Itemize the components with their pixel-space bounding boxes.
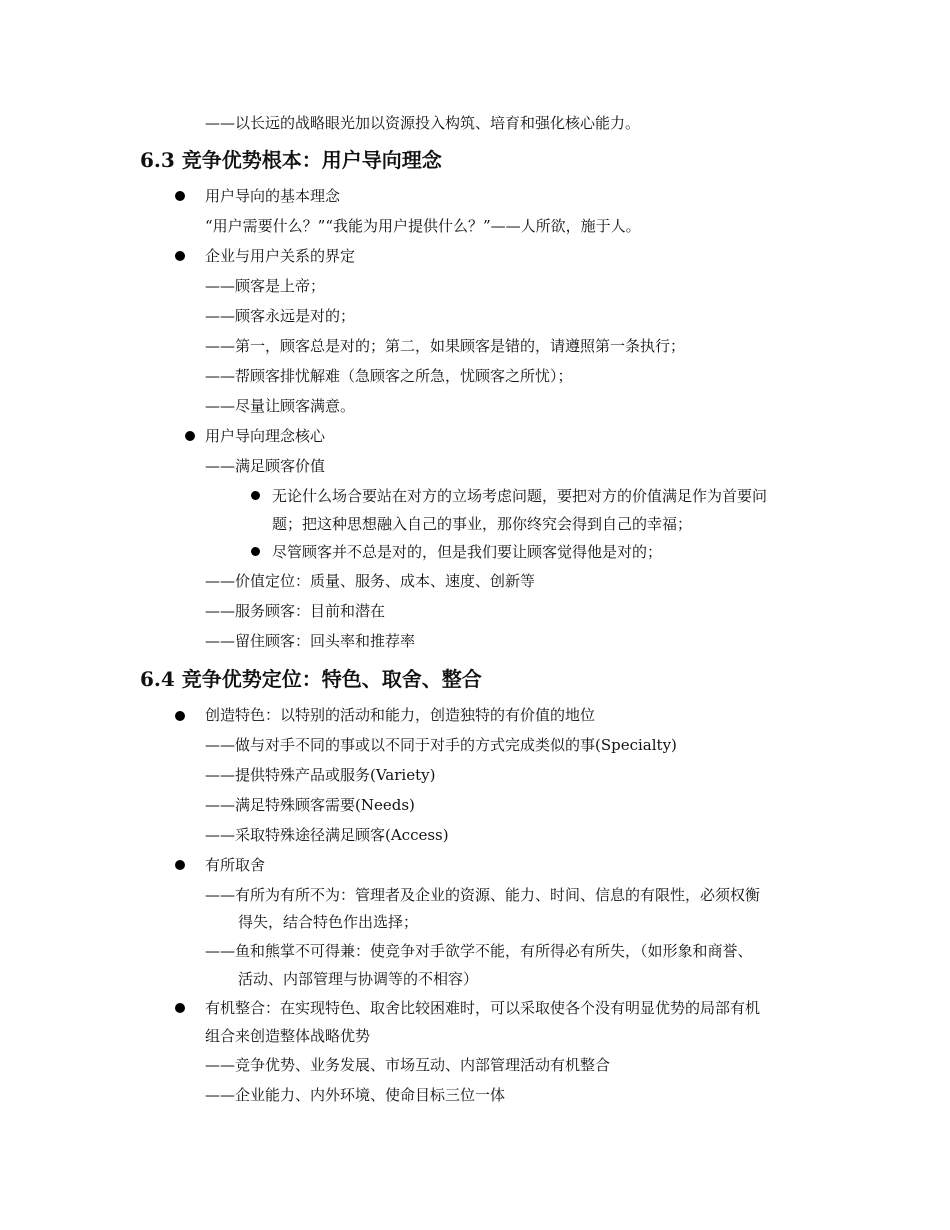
intro-line: ——以长远的战略眼光加以资源投入构筑、培育和强化核心能力。	[205, 114, 641, 132]
bullet-title: 用户导向的基本理念	[205, 187, 341, 205]
sub-bullet-text: 尽管顾客并不总是对的，但是我们要让顾客觉得他是对的；	[272, 543, 663, 561]
sub-bullet-icon	[251, 491, 260, 500]
bullet-icon	[175, 251, 185, 261]
list-item: ——顾客是上帝；	[205, 277, 326, 295]
bullet-icon	[175, 860, 185, 870]
bullet-title: 创造特色：以特别的活动和能力，创造独特的有价值的地位	[205, 706, 596, 724]
list-item: ——做与对手不同的事或以不同于对手的方式完成类似的事(Specialty)	[205, 736, 677, 754]
bullet-icon	[175, 191, 185, 201]
bullet-icon	[185, 431, 195, 441]
bullet-icon	[175, 1003, 185, 1013]
list-item: ——第一，顾客总是对的；第二，如果顾客是错的，请遵照第一条执行；	[205, 337, 686, 355]
sub-bullet-text: 无论什么场合要站在对方的立场考虑问题，要把对方的价值满足作为首要问	[272, 487, 768, 505]
list-item: ——竞争优势、业务发展、市场互动、内部管理活动有机整合	[205, 1056, 611, 1074]
list-item: ——留住顾客：回头率和推荐率	[205, 632, 416, 650]
bullet-title: 有所取舍	[205, 856, 266, 874]
list-item: ——帮顾客排忧解难（急顾客之所急，忧顾客之所忧）；	[205, 367, 573, 385]
bullet-title: 用户导向理念核心	[205, 427, 326, 445]
list-item: ——顾客永远是对的；	[205, 307, 356, 325]
bullet-title: 有机整合：在实现特色、取舍比较困难时，可以采取使各个没有明显优势的局部有机	[205, 999, 761, 1017]
list-item: ——提供特殊产品或服务(Variety)	[205, 766, 436, 784]
list-item: ——尽量让顾客满意。	[205, 397, 356, 415]
list-item: ——鱼和熊掌不可得兼：使竞争对手欲学不能，有所得必有所失，（如形象和商誉、	[205, 942, 753, 960]
list-item-continuation: 得失，结合特色作出选择；	[238, 913, 419, 931]
list-item: ——有所为有所不为：管理者及企业的资源、能力、时间、信息的有限性，必须权衡	[205, 886, 761, 904]
sub-bullet-icon	[251, 547, 260, 556]
section-6-3-heading: 6.3 竞争优势根本：用户导向理念	[140, 148, 442, 172]
sub-bullet-text: 题；把这种思想融入自己的事业，那你终究会得到自己的幸福；	[272, 515, 693, 533]
list-item: ——采取特殊途径满足顾客(Access)	[205, 826, 449, 844]
list-item-continuation: 活动、内部管理与协调等的不相容）	[238, 970, 479, 988]
bullet-title: 企业与用户关系的界定	[205, 247, 356, 265]
list-item: ——价值定位：质量、服务、成本、速度、创新等	[205, 572, 536, 590]
list-item: ——企业能力、内外环境、使命目标三位一体	[205, 1086, 506, 1104]
list-item: ——满足特殊顾客需要(Needs)	[205, 796, 415, 814]
section-6-4-heading: 6.4 竞争优势定位：特色、取舍、整合	[140, 667, 482, 691]
bullet-icon	[175, 711, 185, 721]
bullet-title-continuation: 组合来创造整体战略优势	[205, 1027, 371, 1045]
list-item: ——满足顾客价值	[205, 457, 326, 475]
bullet-text: “用户需要什么？”“我能为用户提供什么？”——人所欲，施于人。	[205, 217, 641, 235]
list-item: ——服务顾客：目前和潜在	[205, 602, 386, 620]
